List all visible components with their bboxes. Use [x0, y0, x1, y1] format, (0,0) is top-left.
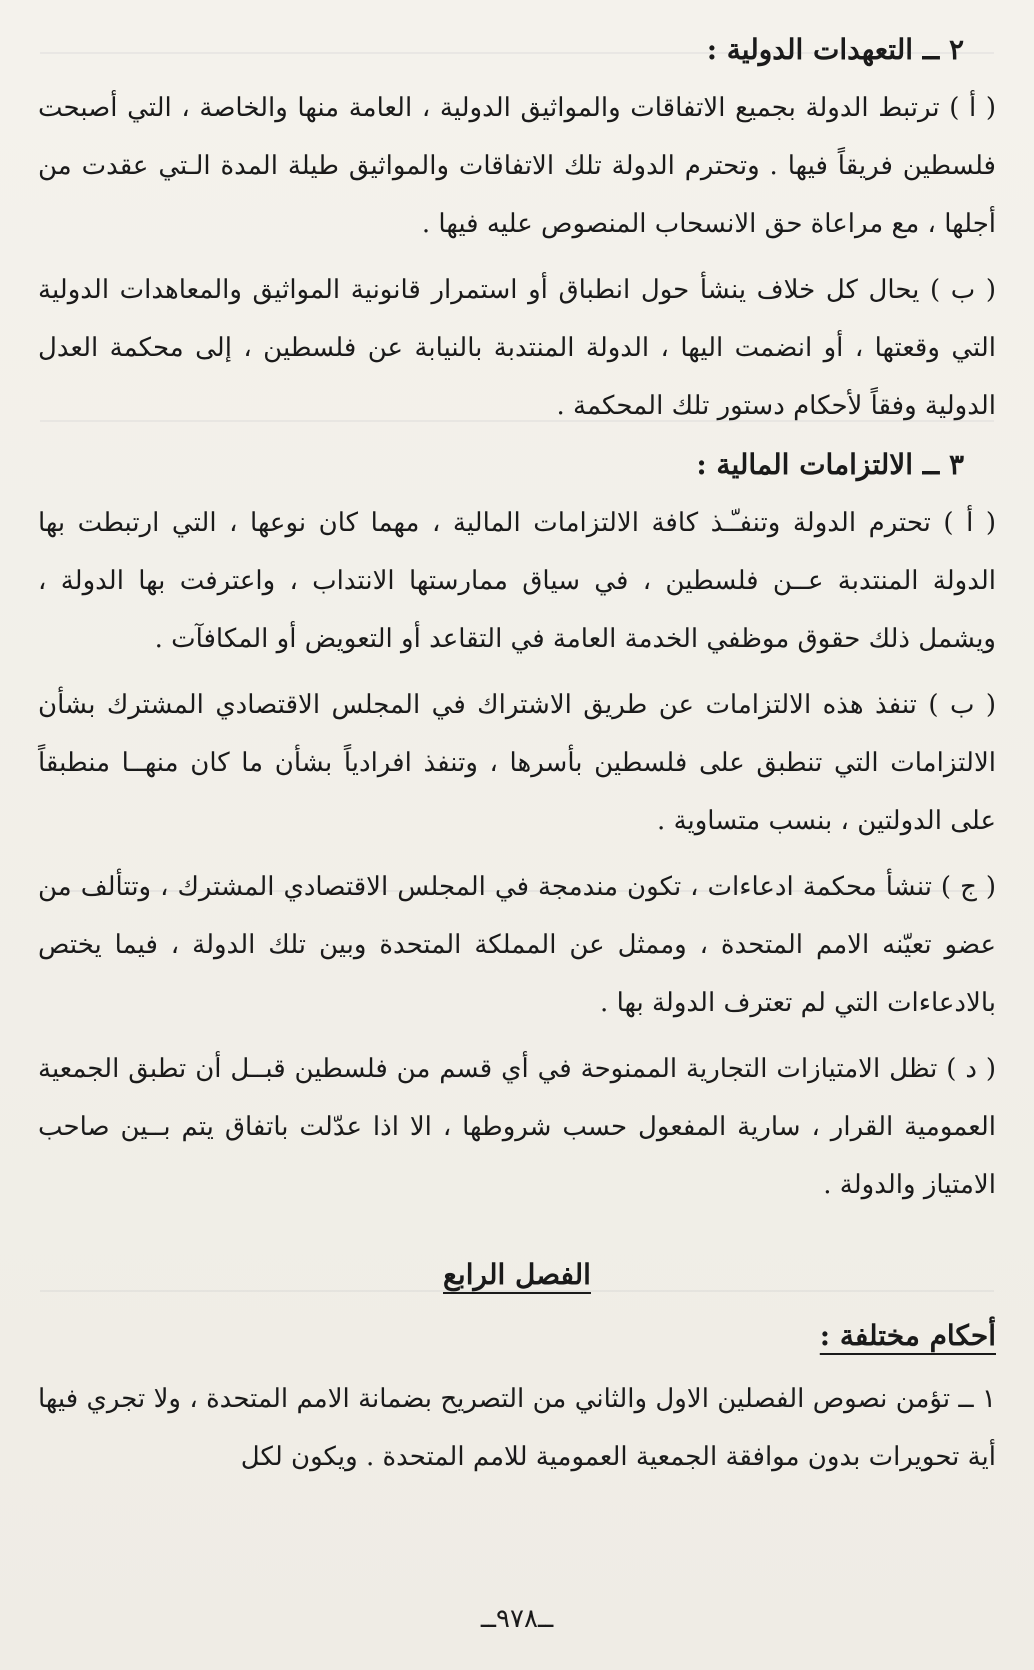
paragraph: ( أ ) ترتبط الدولة بجميع الاتفاقات والمواثيق الدولية ، العامة منها والخاصة ، التي أصبحت فلسطين فريقاً فيها . وتحترم الدولة تلك الاتفاقات والمواثيق طيلة المدة الـتي عقدت من أجلها ، مع مراعاة حق الانسحاب المنصوص عليه فيها .: [38, 93, 996, 240]
section-heading: ٣ ــ الالتزامات المالية :: [696, 448, 964, 482]
page-number: ــ٩٧٨ــ: [480, 1604, 554, 1634]
paragraph: ( د ) تظل الامتيازات التجارية الممنوحة في أي قسم من فلسطين قبــل أن تطبق الجمعية العمومية القرار ، سارية المفعول حسب شروطها ، الا اذا عدّلت باتفاق يتم بــين صاحب الامتياز والدولة .: [38, 1054, 996, 1201]
paragraph: ١ ــ تؤمن نصوص الفصلين الاول والثاني من التصريح بضمانة الامم المتحدة ، ولا تجري فيها أية تحويرات بدون موافقة الجمعية العمومية للامم المتحدة . ويكون لكل: [38, 1384, 996, 1473]
paragraph: ( أ ) تحترم الدولة وتنفـّـذ كافة الالتزامات المالية ، مهما كان نوعها ، التي ارتبطت بها الدولة المنتدبة عــن فلسطين ، في سياق ممارستها الانتداب ، واعترفت بها الدولة ، ويشمل ذلك حقوق موظفي الخدمة العامة في التقاعد أو التعويض أو المكافآت .: [38, 508, 997, 655]
section-international-commitments: [38, 30, 996, 435]
paragraph: ( ب ) تنفذ هذه الالتزامات عن طريق الاشتراك في المجلس الاقتصادي المشترك بشأن الالتزامات التي تنطبق على فلسطين بأسرها ، وتنفذ افرادياً بشأن ما كان منهــا منطبقاً على الدولتين ، بنسب متساوية .: [38, 690, 997, 837]
paragraph: ( ج ) تنشأ محكمة ادعاءات ، تكون مندمجة في المجلس الاقتصادي المشترك ، وتتألف من عضو تعيّنه الامم المتحدة ، وممثل عن المملكة المتحدة وبين تلك الدولة ، فيما يختص بالادعاءات التي لم تعترف الدولة بها .: [38, 872, 996, 1019]
chapter-heading: الفصل الرابع: [443, 1258, 591, 1292]
section-heading: ٢ ــ التعهدات الدولية :: [706, 33, 964, 66]
paragraph: ( ب ) يحال كل خلاف ينشأ حول انطباق أو استمرار قانونية المواثيق والمعاهدات الدولية التي وقعتها ، أو انضمت اليها ، الدولة المنتدبة بالنيابة عن فلسطين ، إلى محكمة العدل الدولية وفقاً لأحكام دستور تلك المحكمة .: [38, 275, 996, 422]
section-financial-obligations: [38, 445, 996, 1214]
chapter-subheading: أحكام مختلفة :: [819, 1319, 996, 1353]
